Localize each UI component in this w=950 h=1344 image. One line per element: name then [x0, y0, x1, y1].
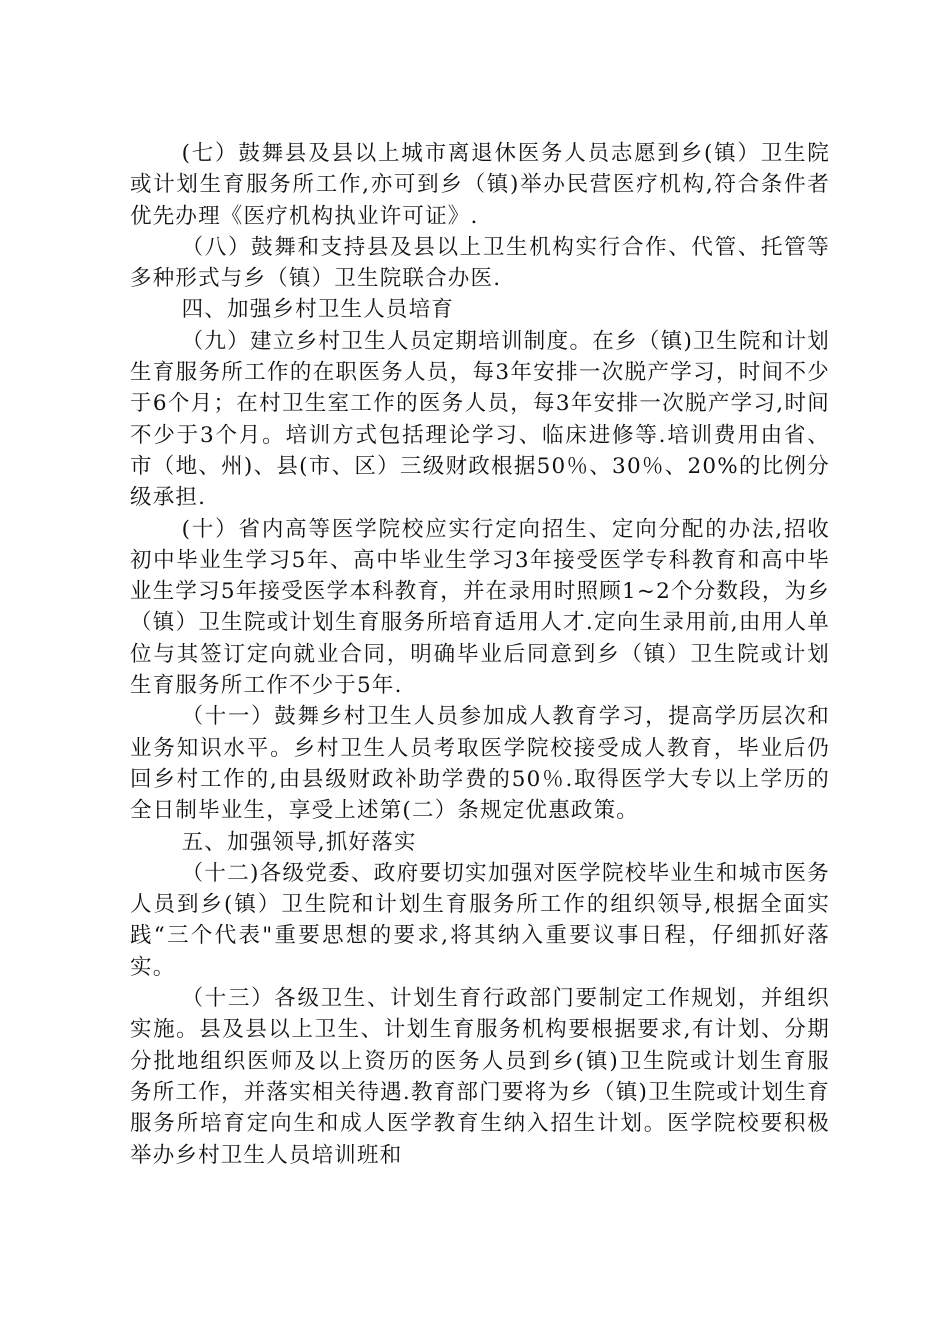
paragraph-11: （十一）鼓舞乡村卫生人员参加成人教育学习，提高学历层次和业务知识水平。乡村卫生人员考取医学院校接受成人教育，毕业后仍回乡村工作的,由县级财政补助学费的50％.取得医学大专以上学历的全日制毕业生，享受上述第(二）条规定优惠政策。	[130, 704, 830, 824]
paragraph-10: (十）省内高等医学院校应实行定向招生、定向分配的办法,招收初中毕业生学习5年、高中毕业生学习3年接受医学专科教育和高中毕业生学习5年接受医学本科教育，并在录用时照顾1~2个分数段，为乡（镇）卫生院或计划生育服务所培育适用人才.定向生录用前,由用人单位与其签订定向就业合同，明确毕业后同意到乡（镇）卫生院或计划生育服务所工作不少于5年.	[130, 516, 830, 699]
section-heading-5: 五、加强领导,抓好落实	[181, 829, 417, 855]
document-body	[130, 138, 830, 1171]
paragraph-7: (七）鼓舞县及县以上城市离退休医务人员志愿到乡(镇）卫生院或计划生育服务所工作,亦可到乡（镇)举办民营医疗机构,符合条件者优先办理《医疗机构执业许可证》.	[130, 141, 830, 229]
paragraph-13: （十三）各级卫生、计划生育行政部门要制定工作规划，并组织实施。县及县以上卫生、计划生育服务机构要根据要求,有计划、分期分批地组织医师及以上资历的医务人员到乡(镇)卫生院或计划生育服务所工作，并落实相关待遇.教育部门要将为乡（镇)卫生院或计划生育服务所培育定向生和成人医学教育生纳入招生计划。医学院校要积极举办乡村卫生人员培训班和	[130, 986, 830, 1168]
paragraph-9: （九）建立乡村卫生人员定期培训制度。在乡（镇)卫生院和计划生育服务所工作的在职医务人员，每3年安排一次脱产学习，时间不少于6个月；在村卫生室工作的医务人员，每3年安排一次脱产学习,时间不少于3个月。培训方式包括理论学习、临床进修等.培训费用由省、市（地、州)、县(市、区）三级财政根据50％、30％、20%的比例分级承担.	[130, 328, 830, 511]
paragraph-12: （十二)各级党委、政府要切实加强对医学院校毕业生和城市医务人员到乡(镇）卫生院和计划生育服务所工作的组织领导,根据全面实践“三个代表"重要思想的要求,将其纳入重要议事日程，仔细抓好落实。	[130, 860, 830, 980]
paragraph-8: （八）鼓舞和支持县及县以上卫生机构实行合作、代管、托管等多种形式与乡（镇）卫生院联合办医.	[130, 234, 830, 292]
section-heading-4: 四、加强乡村卫生人员培育	[181, 297, 454, 323]
